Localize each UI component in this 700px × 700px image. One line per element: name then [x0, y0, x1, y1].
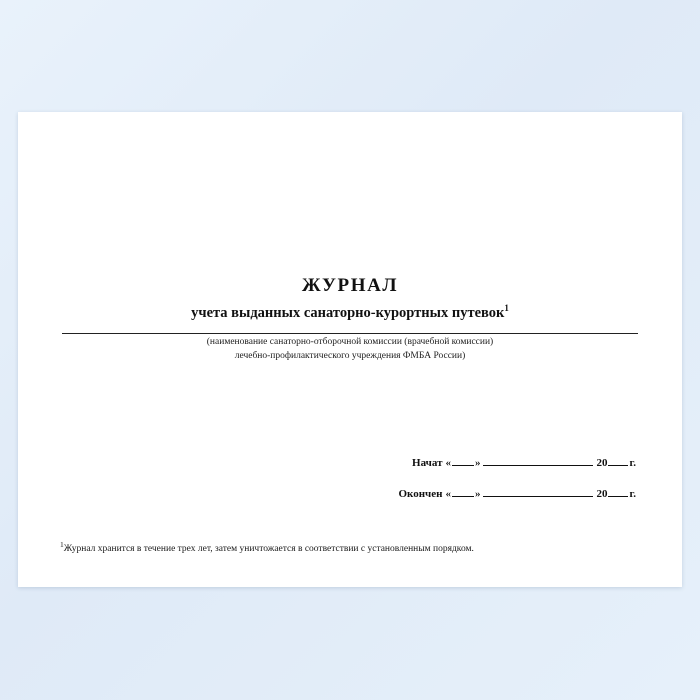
- end-year-blank: [608, 496, 628, 497]
- start-year-suffix: г.: [629, 457, 636, 469]
- end-quote-close: »: [474, 488, 481, 500]
- document-page: [18, 112, 682, 587]
- end-month-blank: [483, 496, 593, 497]
- footnote-text: Журнал хранится в течение трех лет, затем уничтожается в соответствии с установленным порядком.: [63, 544, 474, 555]
- end-quote-open: «: [445, 488, 451, 500]
- start-quote-close: »: [474, 457, 481, 469]
- end-date-label: Окончен: [398, 488, 443, 500]
- end-date-row: [316, 488, 636, 500]
- start-date-row: [316, 457, 636, 469]
- footnote: [60, 540, 640, 556]
- end-day-blank: [452, 496, 474, 497]
- start-year-blank: [608, 465, 628, 466]
- organization-name-caption: [18, 336, 682, 364]
- title-block: [18, 274, 682, 322]
- subtitle-footnote-marker: 1: [504, 302, 509, 313]
- start-day-blank: [452, 465, 474, 466]
- end-year-prefix: 20: [596, 488, 608, 500]
- caption-line-2: лечебно-профилактического учреждения ФМБА России): [234, 350, 466, 361]
- page-subtitle: [18, 303, 682, 323]
- page-title: ЖУРНАЛ: [301, 275, 399, 296]
- start-date-label: Начат: [412, 457, 443, 469]
- organization-name-fill-line: [62, 332, 638, 334]
- start-month-blank: [483, 465, 593, 466]
- end-year-suffix: г.: [629, 488, 636, 500]
- start-year-prefix: 20: [596, 457, 608, 469]
- caption-line-1: (наименование санаторно-отборочной комиссии (врачебной комиссии): [206, 337, 494, 347]
- start-quote-open: «: [445, 457, 451, 469]
- footnote-marker: 1: [60, 540, 64, 549]
- dates-block: [316, 457, 636, 519]
- page-subtitle-text: учета выданных санаторно-курортных путевок: [191, 304, 505, 321]
